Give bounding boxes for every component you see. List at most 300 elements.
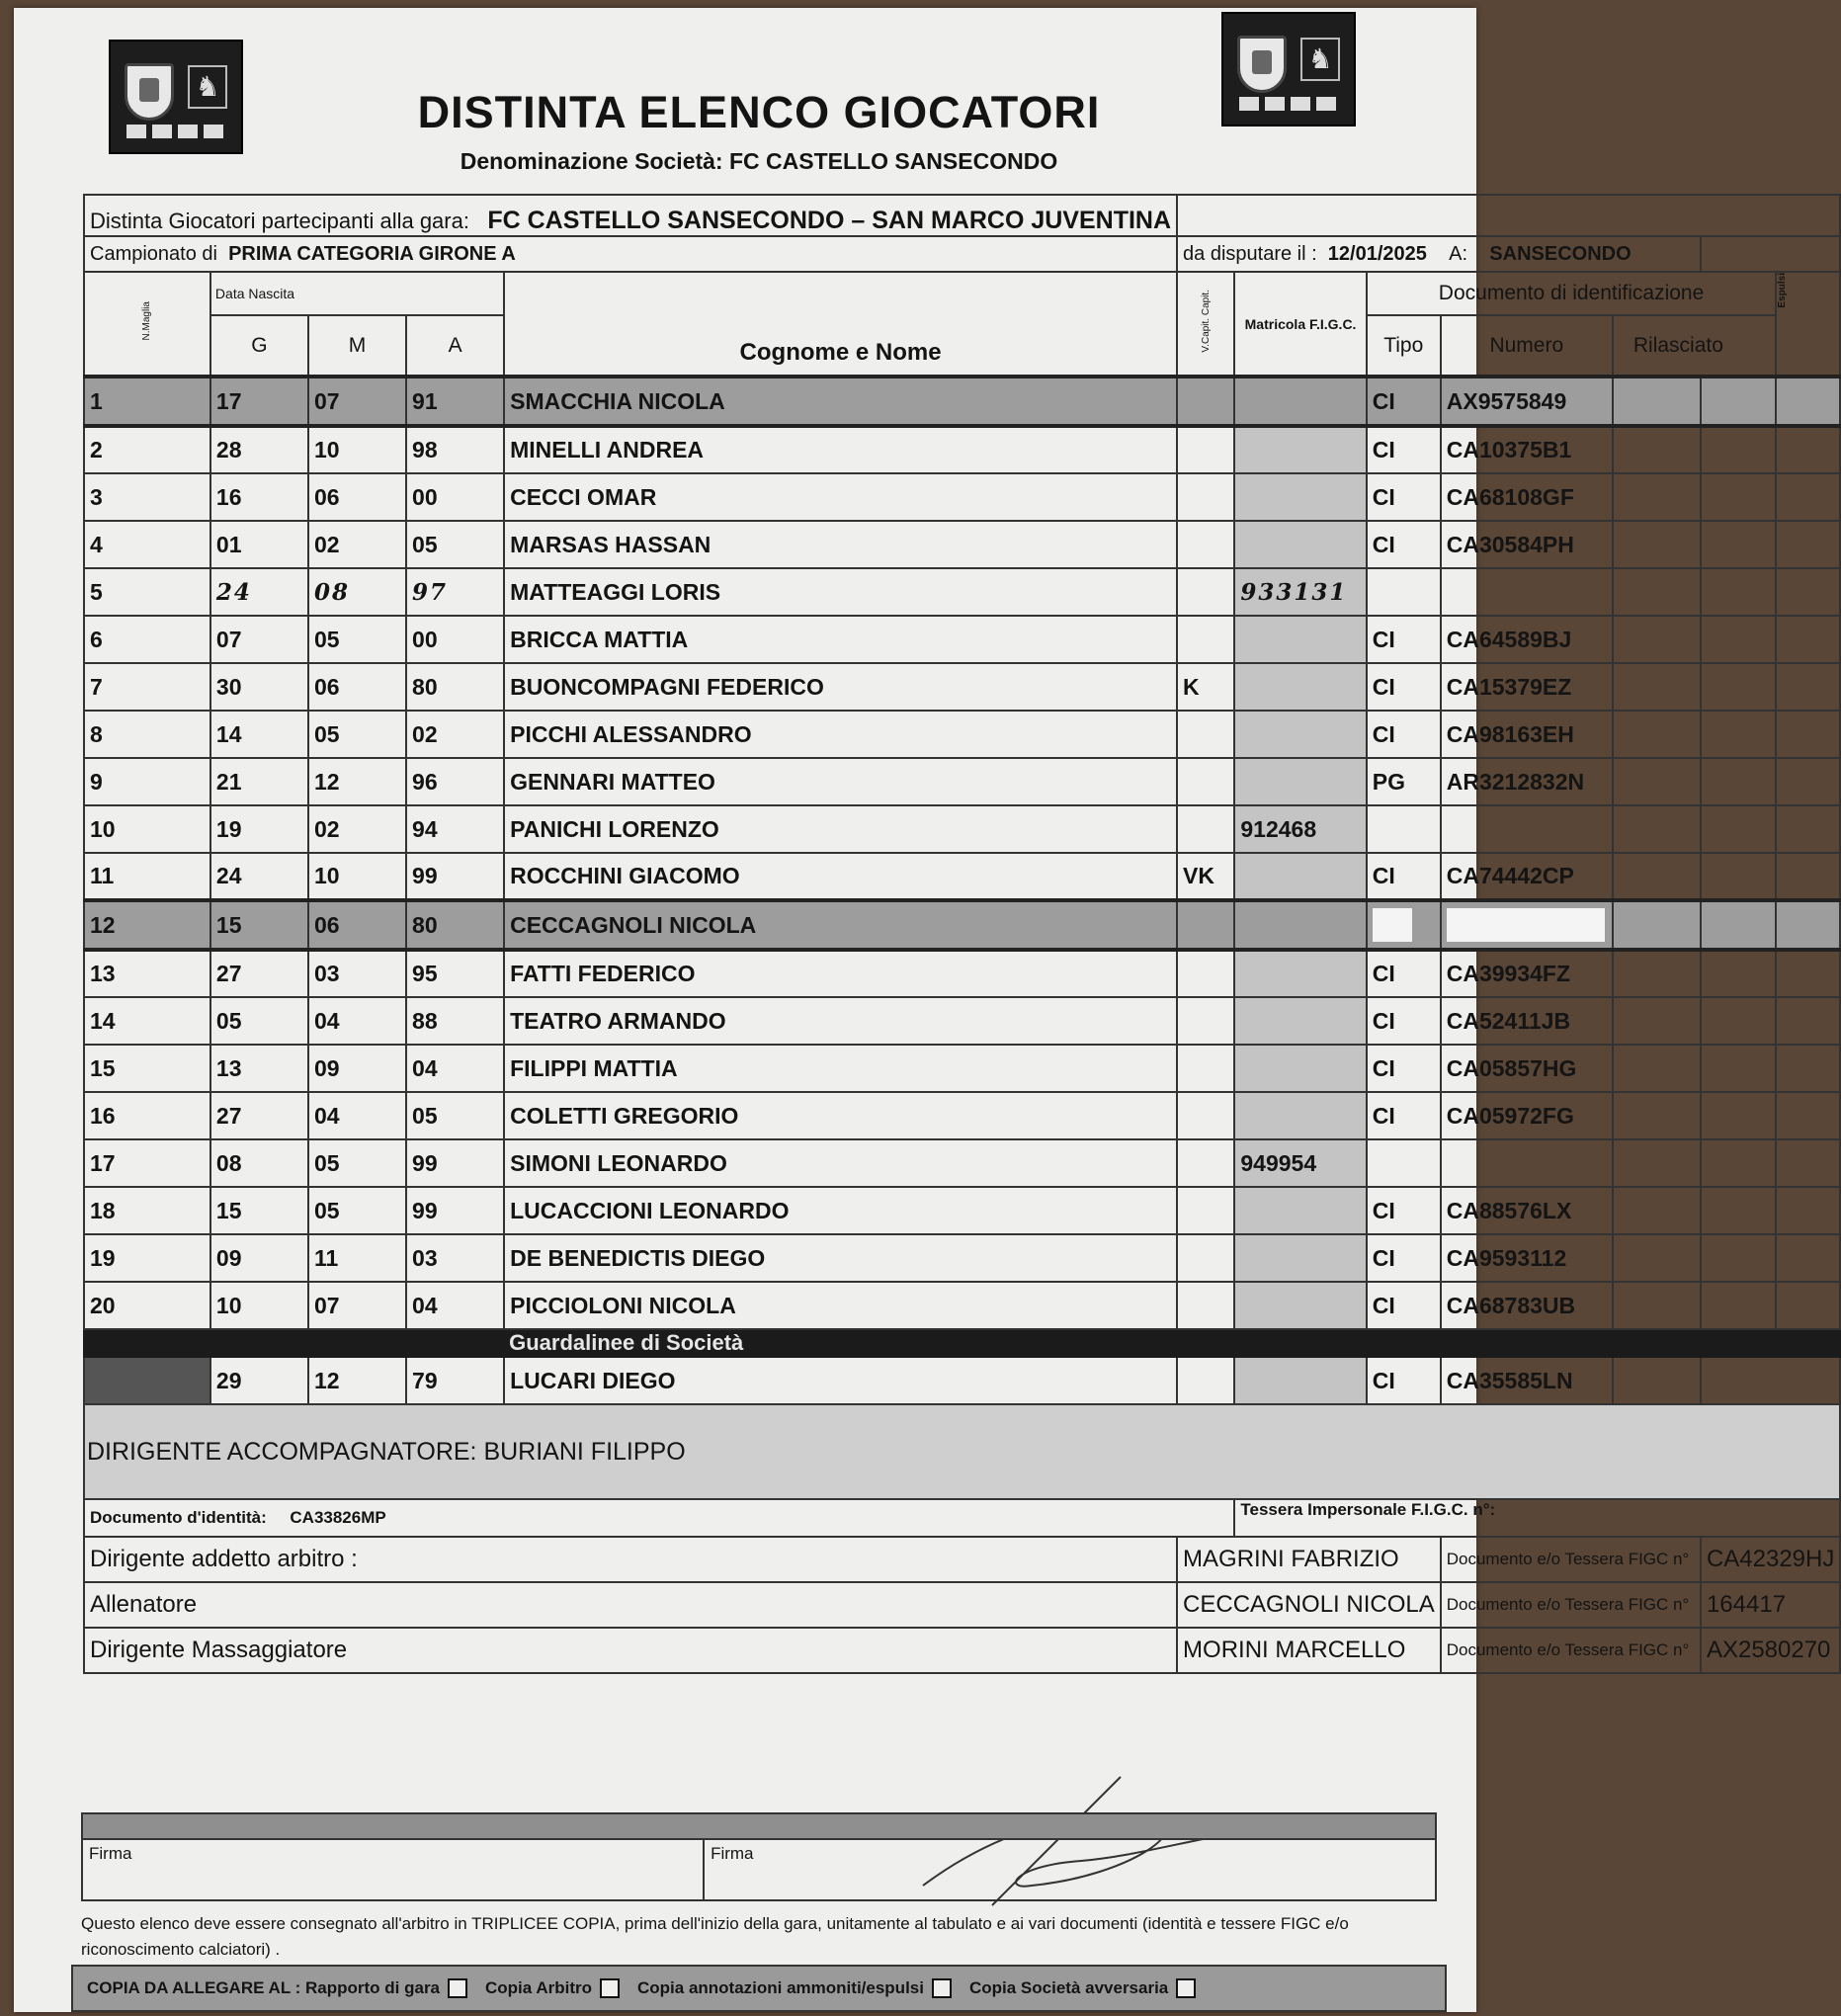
birth-day: 19 (210, 805, 308, 853)
player-row (84, 1092, 1840, 1139)
espulsi-cell (1776, 377, 1840, 426)
player-number: 18 (84, 1187, 210, 1234)
espulsi-cell (1776, 1187, 1840, 1234)
rilasciato-cell (1613, 997, 1701, 1045)
doc-type: CI (1367, 521, 1441, 568)
document-sheet (14, 8, 1835, 2012)
captain-mark (1177, 950, 1234, 997)
rilasciato-cell-2 (1701, 900, 1776, 950)
espulsi-cell (1776, 1234, 1840, 1282)
player-name: DE BENEDICTIS DIEGO (504, 1234, 1177, 1282)
doc-type: CI (1367, 1187, 1441, 1234)
rilasciato-cell (1613, 663, 1701, 711)
matricola (1234, 377, 1366, 426)
birth-day: 10 (210, 1282, 308, 1329)
birth-year: 96 (406, 758, 504, 805)
birth-year: 99 (406, 1139, 504, 1187)
rilasciato-cell (1613, 616, 1701, 663)
birth-year: 02 (406, 711, 504, 758)
birth-month: 02 (308, 521, 406, 568)
player-row (84, 950, 1840, 997)
rilasciato-cell-2 (1701, 1092, 1776, 1139)
matricola: 933131 (1234, 568, 1366, 616)
doc-number: CA05857HG (1441, 1045, 1613, 1092)
birth-month: 06 (308, 473, 406, 521)
espulsi-cell (1776, 950, 1840, 997)
player-number: 10 (84, 805, 210, 853)
birth-month: 04 (308, 997, 406, 1045)
player-name: CECCAGNOLI NICOLA (504, 900, 1177, 950)
rilasciato-cell (1613, 805, 1701, 853)
signature-table (81, 1812, 1437, 1901)
birth-month: 10 (308, 853, 406, 900)
staff-doc: AX2580270 (1701, 1628, 1840, 1673)
gara-match: FC CASTELLO SANSECONDO – SAN MARCO JUVENTINA (487, 207, 1172, 234)
staff-doc-label: Documento e/o Tessera FIGC n° (1441, 1537, 1701, 1582)
club-logo-right: ♞ (1221, 12, 1356, 126)
rilasciato-cell-2 (1701, 426, 1776, 473)
dirigente-doc: CA33826MP (290, 1508, 386, 1527)
staff-row (84, 1628, 1840, 1673)
birth-day: 05 (210, 997, 308, 1045)
staff-doc-label: Documento e/o Tessera FIGC n° (1441, 1628, 1701, 1673)
rilasciato-cell (1613, 1139, 1701, 1187)
rilasciato-cell (1613, 1187, 1701, 1234)
rilasciato-cell-2 (1701, 997, 1776, 1045)
birth-day: 14 (210, 711, 308, 758)
header-tipo: Tipo (1367, 315, 1441, 377)
birth-month: 05 (308, 1187, 406, 1234)
player-row (84, 1139, 1840, 1187)
player-number: 11 (84, 853, 210, 900)
guardalinee-label: Guardalinee di Società (504, 1329, 1840, 1357)
espulsi-cell (1776, 1045, 1840, 1092)
birth-day: 30 (210, 663, 308, 711)
doc-number: AR3212832N (1441, 758, 1613, 805)
birth-day: 15 (210, 900, 308, 950)
birth-day: 24 (210, 853, 308, 900)
captain-mark (1177, 521, 1234, 568)
place-label: A: (1449, 242, 1468, 265)
matricola (1234, 950, 1366, 997)
birth-month: 10 (308, 426, 406, 473)
birth-month: 06 (308, 900, 406, 950)
birth-month: 12 (308, 758, 406, 805)
campionato-row (84, 236, 1840, 272)
doc-number: CA9593112 (1441, 1234, 1613, 1282)
player-name: MARSAS HASSAN (504, 521, 1177, 568)
doc-number: CA15379EZ (1441, 663, 1613, 711)
captain-mark (1177, 568, 1234, 616)
player-number: 8 (84, 711, 210, 758)
checkbox-ammoniti[interactable] (932, 1978, 952, 1998)
birth-day: 15 (210, 1187, 308, 1234)
doc-type: CI (1367, 853, 1441, 900)
player-row (84, 568, 1840, 616)
captain-mark (1177, 1282, 1234, 1329)
birth-month: 11 (308, 1234, 406, 1282)
espulsi-cell (1776, 853, 1840, 900)
page-subtitle: Denominazione Società: FC CASTELLO SANSECONDO (460, 148, 1058, 174)
rilasciato-cell (1613, 1234, 1701, 1282)
matricola (1234, 853, 1366, 900)
captain-mark (1177, 1234, 1234, 1282)
rilasciato-cell (1613, 711, 1701, 758)
player-number: 3 (84, 473, 210, 521)
rilasciato-cell-2 (1701, 1282, 1776, 1329)
captain-mark (1177, 758, 1234, 805)
header-espulsi: Espulsi (1777, 273, 1789, 308)
player-row (84, 711, 1840, 758)
espulsi-cell (1776, 758, 1840, 805)
player-number: 16 (84, 1092, 210, 1139)
birth-year: 99 (406, 853, 504, 900)
matricola (1234, 1187, 1366, 1234)
doc-type: CI (1367, 711, 1441, 758)
guardalinee-tipo: CI (1367, 1357, 1441, 1404)
rilasciato-cell-2 (1701, 758, 1776, 805)
header-capitano: V.Capit. Capit. (1200, 290, 1212, 353)
rilasciato-cell-2 (1701, 521, 1776, 568)
rilasciato-cell (1613, 1282, 1701, 1329)
birth-month: 05 (308, 1139, 406, 1187)
player-name: BRICCA MATTIA (504, 616, 1177, 663)
matricola (1234, 426, 1366, 473)
match-date: 12/01/2025 (1327, 242, 1427, 265)
player-name: PICCHI ALESSANDRO (504, 711, 1177, 758)
rilasciato-cell (1613, 377, 1701, 426)
birth-day: 08 (210, 1139, 308, 1187)
doc-number: CA74442CP (1441, 853, 1613, 900)
player-number: 19 (84, 1234, 210, 1282)
matricola (1234, 616, 1366, 663)
player-row (84, 663, 1840, 711)
header-num: N.Maglia (141, 301, 153, 341)
guardalinee-name: LUCARI DIEGO (504, 1357, 1177, 1404)
matricola (1234, 758, 1366, 805)
doc-type: CI (1367, 1092, 1441, 1139)
player-row (84, 1187, 1840, 1234)
birth-year: 04 (406, 1282, 504, 1329)
doc-number: CA68108GF (1441, 473, 1613, 521)
match-place: SANSECONDO (1489, 242, 1632, 265)
matricola (1234, 711, 1366, 758)
guardalinee-numero: CA35585LN (1441, 1357, 1613, 1404)
doc-number: CA68783UB (1441, 1282, 1613, 1329)
guardalinee-a: 79 (406, 1357, 504, 1404)
header-a: A (406, 315, 504, 377)
matricola (1234, 1092, 1366, 1139)
birth-year: 04 (406, 1045, 504, 1092)
rilasciato-cell (1613, 521, 1701, 568)
player-number: 13 (84, 950, 210, 997)
captain-mark (1177, 1187, 1234, 1234)
player-name: ROCCHINI GIACOMO (504, 853, 1177, 900)
players-table (83, 194, 1841, 1674)
doc-number: CA39934FZ (1441, 950, 1613, 997)
matricola (1234, 663, 1366, 711)
birth-year: 91 (406, 377, 504, 426)
dirigente-doc-label: Documento d'identità: (90, 1508, 267, 1527)
rilasciato-cell (1613, 900, 1701, 950)
player-number: 17 (84, 1139, 210, 1187)
rilasciato-cell (1613, 758, 1701, 805)
guardalinee-g: 29 (210, 1357, 308, 1404)
staff-name: MAGRINI FABRIZIO (1177, 1537, 1441, 1582)
captain-mark (1177, 900, 1234, 950)
birth-month: 09 (308, 1045, 406, 1092)
matricola (1234, 900, 1366, 950)
player-number: 6 (84, 616, 210, 663)
redacted-box (1373, 908, 1412, 942)
birth-day: 27 (210, 1092, 308, 1139)
doc-type (1367, 1139, 1441, 1187)
header-documento: Documento di identificazione (1367, 272, 1777, 315)
guardalinee-m: 12 (308, 1357, 406, 1404)
player-name: FILIPPI MATTIA (504, 1045, 1177, 1092)
birth-year: 05 (406, 1092, 504, 1139)
espulsi-cell (1776, 997, 1840, 1045)
birth-day: 16 (210, 473, 308, 521)
doc-number (1441, 805, 1613, 853)
captain-mark (1177, 1139, 1234, 1187)
birth-day: 01 (210, 521, 308, 568)
copia-opt1: Copia Arbitro (485, 1978, 592, 1997)
checkbox-rapporto[interactable] (448, 1978, 467, 1998)
rilasciato-cell (1613, 1092, 1701, 1139)
player-number: 15 (84, 1045, 210, 1092)
player-number: 5 (84, 568, 210, 616)
staff-name: MORINI MARCELLO (1177, 1628, 1441, 1673)
copia-opt3: Copia Società avversaria (968, 1978, 1169, 1997)
doc-type (1367, 568, 1441, 616)
rilasciato-cell-2 (1701, 568, 1776, 616)
matricola: 912468 (1234, 805, 1366, 853)
player-number: 12 (84, 900, 210, 950)
doc-number: CA10375B1 (1441, 426, 1613, 473)
dirigente-name: BURIANI FILIPPO (483, 1437, 686, 1466)
player-row (84, 1282, 1840, 1329)
birth-year: 00 (406, 473, 504, 521)
doc-number: CA98163EH (1441, 711, 1613, 758)
birth-year: 05 (406, 521, 504, 568)
birth-year: 80 (406, 663, 504, 711)
player-row (84, 377, 1840, 426)
staff-role: Allenatore (84, 1582, 1177, 1628)
matricola (1234, 1234, 1366, 1282)
captain-mark (1177, 711, 1234, 758)
doc-number: CA88576LX (1441, 1187, 1613, 1234)
player-row (84, 616, 1840, 663)
doc-number (1441, 1139, 1613, 1187)
doc-type: CI (1367, 473, 1441, 521)
rilasciato-cell (1613, 853, 1701, 900)
gara-label: Distinta Giocatori partecipanti alla gara: (90, 209, 469, 233)
player-row (84, 473, 1840, 521)
birth-month: 07 (308, 1282, 406, 1329)
doc-type: CI (1367, 377, 1441, 426)
rilasciato-cell-2 (1701, 1187, 1776, 1234)
rilasciato-cell (1613, 568, 1701, 616)
birth-day: 07 (210, 616, 308, 663)
birth-year: 80 (406, 900, 504, 950)
doc-type: CI (1367, 616, 1441, 663)
doc-number: CA05972FG (1441, 1092, 1613, 1139)
copia-label: COPIA DA ALLEGARE AL : Rapporto di gara (87, 1978, 441, 1997)
matricola: 949954 (1234, 1139, 1366, 1187)
matricola (1234, 473, 1366, 521)
campionato-label: Campionato di (90, 242, 217, 265)
birth-year: 03 (406, 1234, 504, 1282)
doc-type: PG (1367, 758, 1441, 805)
rilasciato-cell-2 (1701, 616, 1776, 663)
rilasciato-cell-2 (1701, 950, 1776, 997)
doc-type: CI (1367, 1234, 1441, 1282)
rilasciato-cell-2 (1701, 1234, 1776, 1282)
player-row (84, 805, 1840, 853)
espulsi-cell (1776, 473, 1840, 521)
birth-month: 03 (308, 950, 406, 997)
captain-mark (1177, 426, 1234, 473)
player-row (84, 1234, 1840, 1282)
dirigente-label: DIRIGENTE ACCOMPAGNATORE: (87, 1437, 477, 1466)
birth-month: 07 (308, 377, 406, 426)
firma-right: Firma (704, 1839, 1436, 1900)
player-name: MATTEAGGI LORIS (504, 568, 1177, 616)
staff-doc: CA42329HJ (1701, 1537, 1840, 1582)
birth-year: 98 (406, 426, 504, 473)
player-number: 9 (84, 758, 210, 805)
doc-number: CA64589BJ (1441, 616, 1613, 663)
player-row (84, 997, 1840, 1045)
matricola (1234, 1045, 1366, 1092)
dirigente-row (84, 1404, 1840, 1499)
espulsi-cell (1776, 711, 1840, 758)
campionato-value: PRIMA CATEGORIA GIRONE A (228, 242, 516, 265)
guardalinee-row (84, 1357, 1840, 1404)
rilasciato-cell (1613, 950, 1701, 997)
birth-day: 28 (210, 426, 308, 473)
espulsi-cell (1776, 805, 1840, 853)
birth-month: 06 (308, 663, 406, 711)
player-name: COLETTI GREGORIO (504, 1092, 1177, 1139)
birth-day: 13 (210, 1045, 308, 1092)
player-number: 2 (84, 426, 210, 473)
header-row-1 (84, 272, 1840, 315)
birth-day: 09 (210, 1234, 308, 1282)
staff-doc: 164417 (1701, 1582, 1840, 1628)
copia-bar (71, 1965, 1447, 2012)
espulsi-cell (1776, 1139, 1840, 1187)
captain-mark (1177, 377, 1234, 426)
doc-number (1441, 568, 1613, 616)
rilasciato-cell-2 (1701, 377, 1776, 426)
club-logo-left: ♞ (109, 40, 243, 154)
matricola (1234, 997, 1366, 1045)
staff-name: CECCAGNOLI NICOLA (1177, 1582, 1441, 1628)
checkbox-societa[interactable] (1176, 1978, 1196, 1998)
captain-mark (1177, 997, 1234, 1045)
staff-row (84, 1537, 1840, 1582)
checkbox-arbitro[interactable] (600, 1978, 620, 1998)
player-number: 14 (84, 997, 210, 1045)
doc-type: CI (1367, 950, 1441, 997)
header-m: M (308, 315, 406, 377)
rilasciato-cell-2 (1701, 1139, 1776, 1187)
doc-number (1441, 900, 1613, 950)
firma-left: Firma (82, 1839, 704, 1900)
doc-type: CI (1367, 426, 1441, 473)
staff-role: Dirigente addetto arbitro : (84, 1537, 1177, 1582)
espulsi-cell (1776, 900, 1840, 950)
doc-type: CI (1367, 1282, 1441, 1329)
espulsi-cell (1776, 426, 1840, 473)
espulsi-cell (1776, 616, 1840, 663)
player-row (84, 426, 1840, 473)
staff-row (84, 1582, 1840, 1628)
captain-mark (1177, 1045, 1234, 1092)
birth-year: 99 (406, 1187, 504, 1234)
player-number: 20 (84, 1282, 210, 1329)
matricola (1234, 1282, 1366, 1329)
doc-type: CI (1367, 1045, 1441, 1092)
birth-month: 08 (308, 568, 406, 616)
player-name: TEATRO ARMANDO (504, 997, 1177, 1045)
player-name: FATTI FEDERICO (504, 950, 1177, 997)
espulsi-cell (1776, 1092, 1840, 1139)
player-name: SMACCHIA NICOLA (504, 377, 1177, 426)
rilasciato-cell (1613, 1045, 1701, 1092)
player-row (84, 521, 1840, 568)
header-matricola: Matricola F.I.G.C. (1234, 272, 1366, 377)
birth-day: 21 (210, 758, 308, 805)
player-number: 4 (84, 521, 210, 568)
copia-opt2: Copia annotazioni ammoniti/espulsi (637, 1978, 924, 1997)
birth-year: 95 (406, 950, 504, 997)
redacted-box (1447, 908, 1605, 942)
player-number: 7 (84, 663, 210, 711)
player-name: GENNARI MATTEO (504, 758, 1177, 805)
espulsi-cell (1776, 1282, 1840, 1329)
header-numero: Numero (1441, 315, 1613, 377)
dirigente-doc-row (84, 1499, 1840, 1537)
player-row (84, 1045, 1840, 1092)
birth-year: 88 (406, 997, 504, 1045)
rilasciato-cell-2 (1701, 473, 1776, 521)
player-row (84, 900, 1840, 950)
captain-mark (1177, 1092, 1234, 1139)
espulsi-cell (1776, 521, 1840, 568)
matricola (1234, 521, 1366, 568)
guardalinee-band (84, 1329, 1840, 1357)
rilasciato-cell-2 (1701, 1045, 1776, 1092)
rilasciato-cell (1613, 426, 1701, 473)
birth-day: 24 (210, 568, 308, 616)
captain-mark (1177, 805, 1234, 853)
doc-number: AX9575849 (1441, 377, 1613, 426)
birth-month: 05 (308, 616, 406, 663)
doc-type (1367, 900, 1441, 950)
gara-row (84, 195, 1840, 236)
player-row (84, 853, 1840, 900)
date-label: da disputare il : (1183, 242, 1317, 265)
player-name: SIMONI LEONARDO (504, 1139, 1177, 1187)
staff-role: Dirigente Massaggiatore (84, 1628, 1177, 1673)
instructions-note: Questo elenco deve essere consegnato all'arbitro in TRIPLICEE COPIA, prima dell'inizio della gara, unitamente al tabulato e ai vari documenti (identità e tessere FIGC e/o riconoscimento calciatori) . (81, 1914, 1349, 1959)
player-name: PANICHI LORENZO (504, 805, 1177, 853)
player-name: PICCIOLONI NICOLA (504, 1282, 1177, 1329)
espulsi-cell (1776, 663, 1840, 711)
